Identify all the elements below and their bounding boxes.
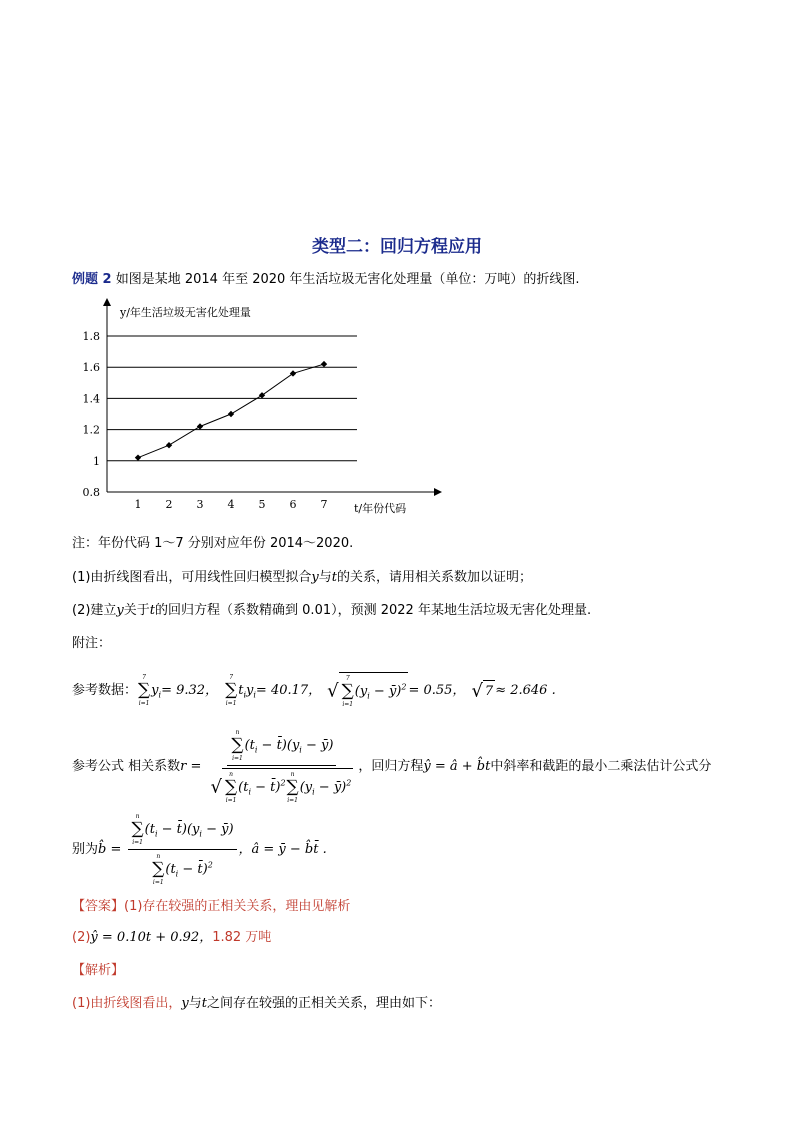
- q2-text-c: 的回归方程（系数精确到 0.01），预测 2022 年某地生活垃圾无害化处理量.: [155, 603, 592, 618]
- page-title: 类型二：回归方程应用: [312, 237, 482, 257]
- q1-text-a: (1)由折线图看出，可用线性回归模型拟合: [72, 570, 312, 585]
- example-label: 例题 2: [72, 272, 112, 287]
- analysis-text-a: (1)由折线图看出，: [72, 996, 182, 1011]
- var-y: y: [116, 603, 124, 618]
- note: 注：年份代码 1～7 分别对应年份 2014～2020.: [72, 536, 354, 551]
- y-tick-label: 0.8: [82, 486, 100, 499]
- sum-ty: 7 ∑ i=1 $t_iy_i$: [225, 674, 256, 707]
- y-tick-label: 1.6: [82, 361, 100, 375]
- data-point: [197, 423, 203, 429]
- answer-line-2: [72, 928, 271, 948]
- var-t: t: [149, 603, 156, 618]
- answer-part-2-value: 1.82 万吨: [212, 930, 272, 945]
- y-tick-label: 1.4: [82, 392, 100, 406]
- answer-line-1: [72, 897, 350, 917]
- ref-formula-tail: 中斜率和截距的最小二乘法估计公式分: [490, 758, 712, 774]
- x-axis-label: t/年份代码: [354, 502, 407, 515]
- answer-label: 【答案】: [72, 899, 125, 914]
- ref-value-3: = 0.55，: [408, 682, 466, 698]
- sum-y: 7 ∑ i=1 $y_i$: [138, 674, 162, 707]
- regression-equation: ŷ = â + b̂t: [423, 758, 491, 774]
- estimate-formulas: [72, 812, 327, 887]
- sqrt-7: √ 7: [471, 680, 494, 701]
- var-y: y: [311, 570, 319, 585]
- a-hat-formula: ，â = ȳ − b̂t̄ .: [238, 841, 327, 857]
- x-tick-label: 4: [227, 498, 235, 511]
- analysis-label: [72, 961, 124, 981]
- var-t: t: [331, 570, 338, 585]
- analysis-text-c: 之间存在较强的正相关关系，理由如下：: [207, 996, 442, 1011]
- answer-equation: ŷ = 0.10t + 0.92，: [90, 930, 213, 945]
- estimate-label: 别为: [72, 841, 99, 857]
- appendix-label: 附注：: [72, 636, 112, 651]
- analysis-line-1: [72, 994, 441, 1014]
- answer-part-1: (1)存在较强的正相关关系，理由见解析: [124, 899, 351, 914]
- example-text: 如图是某地 2014 年至 2020 年生活垃圾无害化处理量（单位：万吨）的折线图.: [115, 272, 580, 287]
- question-1: [72, 568, 532, 588]
- y-tick-label: 1: [93, 454, 100, 468]
- y-axis-label: y/年生活垃圾无害化处理量: [120, 306, 251, 319]
- sqrt-sum-sq: √ 7 ∑ i=1 ($y_i$ − ȳ)$^2$: [327, 672, 408, 709]
- reference-data: [72, 672, 556, 709]
- ref-value-2: = 40.17，: [255, 682, 322, 698]
- example-statement: [72, 270, 580, 290]
- r-formula: r = n ∑ i=1 ($t_i$ − $t̄)(y_i$ − ȳ) √ n ∑ i=1 ($t_i$ − t̄)$^2$ n ∑ i=1 ($y_i$ − ȳ)$^2$: [180, 729, 352, 804]
- data-point: [135, 454, 141, 460]
- ref-data-label: 参考数据：: [72, 682, 138, 698]
- b-hat-formula: b̂ = n ∑ i=1 ($t_i$ − $t̄)(y_i$ − ȳ) n ∑ i=1 ($t_i$ − t̄)$^2$: [98, 812, 239, 887]
- q2-text-a: (2)建立: [72, 603, 117, 618]
- q1-text-c: 的关系，请用相关系数加以证明；: [337, 570, 533, 585]
- data-point: [321, 361, 327, 367]
- data-point: [166, 442, 172, 448]
- y-tick-label: 1.2: [82, 423, 100, 437]
- q2-text-b: 关于: [123, 603, 150, 618]
- question-2: [72, 601, 591, 621]
- y-tick-label: 1.8: [82, 330, 100, 343]
- ref-formula-mid: ，回归方程: [358, 758, 424, 774]
- analysis-label-text: 【解析】: [72, 963, 125, 978]
- var-t: t: [201, 996, 208, 1011]
- ref-formula-label: 参考公式 相关系数: [72, 758, 181, 774]
- x-tick-label: 6: [289, 498, 297, 511]
- q1-text-b: 与: [318, 570, 332, 585]
- x-tick-label: 2: [165, 498, 173, 511]
- x-tick-label: 5: [258, 498, 266, 511]
- ref-value-4: ≈ 2.646 .: [495, 682, 556, 698]
- line-chart: [72, 296, 452, 520]
- data-point: [259, 392, 265, 398]
- x-tick-label: 3: [196, 498, 204, 511]
- ref-value-1: = 9.32，: [161, 682, 219, 698]
- var-y: y: [181, 996, 189, 1011]
- x-tick-label: 7: [320, 498, 328, 511]
- data-point: [228, 411, 234, 417]
- data-point: [290, 370, 296, 376]
- answer-part-2-prefix: (2): [72, 930, 91, 945]
- x-tick-label: 1: [134, 498, 142, 511]
- analysis-text-b: 与: [188, 996, 202, 1011]
- reference-formula: [72, 728, 711, 805]
